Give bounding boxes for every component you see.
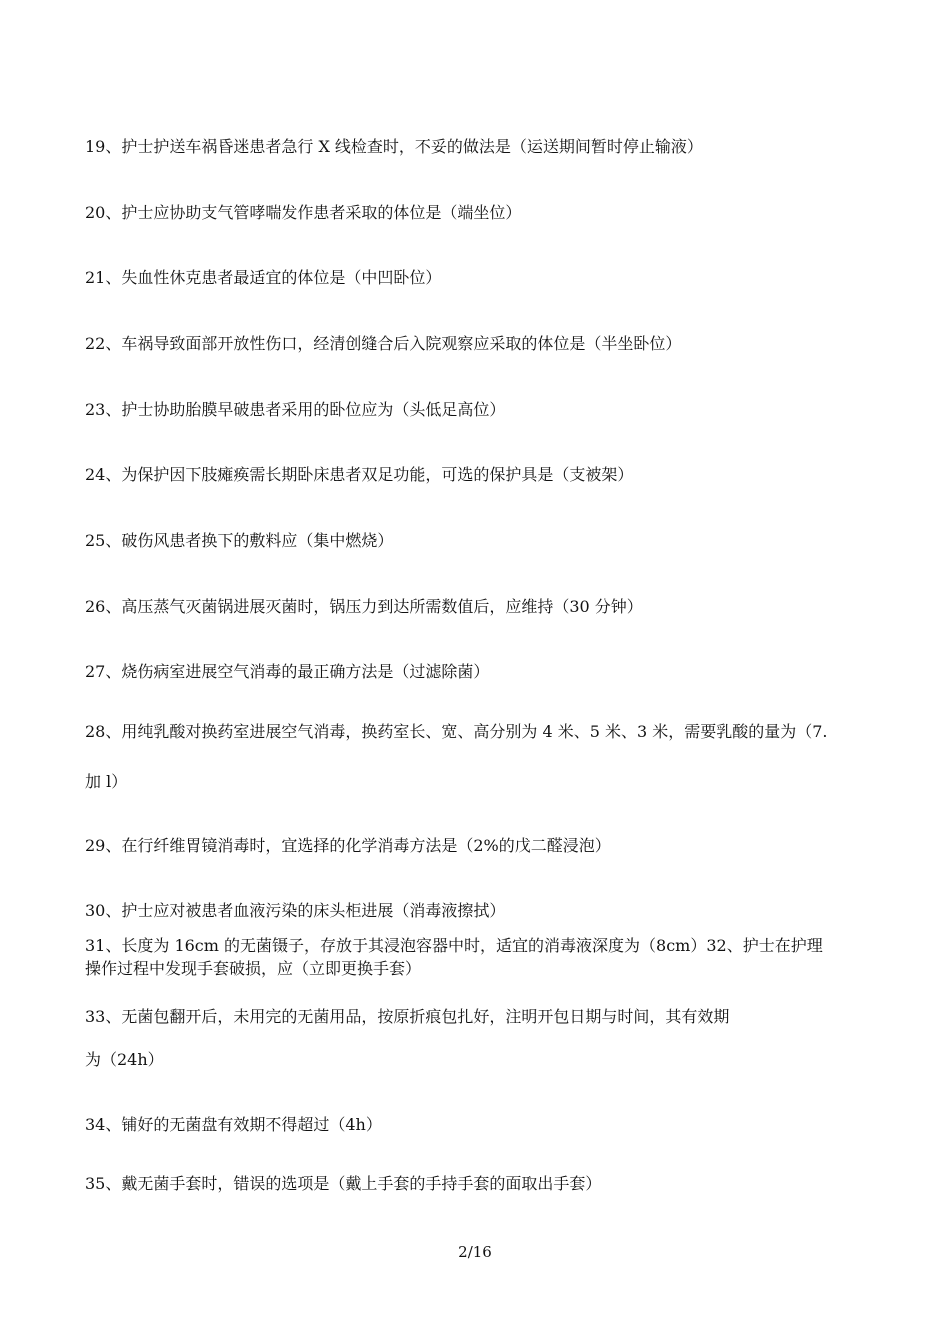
question-33-continued: 为（24h） xyxy=(85,1050,164,1069)
question-28: 28、用纯乳酸对换药室进展空气消毒，换药室长、宽、高分别为 4 米、5 米、3 米，需要乳酸的量为（7. xyxy=(85,722,828,741)
question-26: 26、高压蒸气灭菌锅进展灭菌时，锅压力到达所需数值后，应维持（30 分钟） xyxy=(85,597,643,616)
question-27: 27、烧伤病室进展空气消毒的最正确方法是（过滤除菌） xyxy=(85,662,490,681)
page-number: 2/16 xyxy=(458,1243,492,1261)
question-28-continued: 加 l） xyxy=(85,772,128,791)
question-20: 20、护士应协助支气管哮喘发作患者采取的体位是（端坐位） xyxy=(85,203,522,222)
question-29: 29、在行纤维胃镜消毒时，宜选择的化学消毒方法是（2%的戊二醛浸泡） xyxy=(85,836,611,855)
question-25: 25、破伤风患者换下的敷料应（集中燃烧） xyxy=(85,531,394,550)
question-23: 23、护士协助胎膜早破患者采用的卧位应为（头低足高位） xyxy=(85,400,506,419)
question-21: 21、失血性休克患者最适宜的体位是（中凹卧位） xyxy=(85,268,442,287)
question-30: 30、护士应对被患者血液污染的床头柜进展（消毒液擦拭） xyxy=(85,901,506,920)
question-35: 35、戴无菌手套时，错误的选项是（戴上手套的手持手套的面取出手套） xyxy=(85,1174,602,1193)
question-19: 19、护士护送车祸昏迷患者急行 X 线检查时，不妥的做法是（运送期间暂时停止输液） xyxy=(85,137,703,156)
question-24: 24、为保护因下肢瘫痪需长期卧床患者双足功能，可选的保护具是（支被架） xyxy=(85,465,634,484)
question-22: 22、车祸导致面部开放性伤口，经清创缝合后入院观察应采取的体位是（半坐卧位） xyxy=(85,334,682,353)
question-32: 操作过程中发现手套破损，应（立即更换手套） xyxy=(85,959,422,978)
question-31: 31、长度为 16cm 的无菌镊子，存放于其浸泡容器中时，适宜的消毒液深度为（8cm）32、护士在护理 xyxy=(85,936,823,955)
question-33: 33、无菌包翻开后，未用完的无菌用品，按原折痕包扎好，注明开包日期与时间，其有效期 xyxy=(85,1007,730,1026)
question-34: 34、铺好的无菌盘有效期不得超过（4h） xyxy=(85,1115,382,1134)
